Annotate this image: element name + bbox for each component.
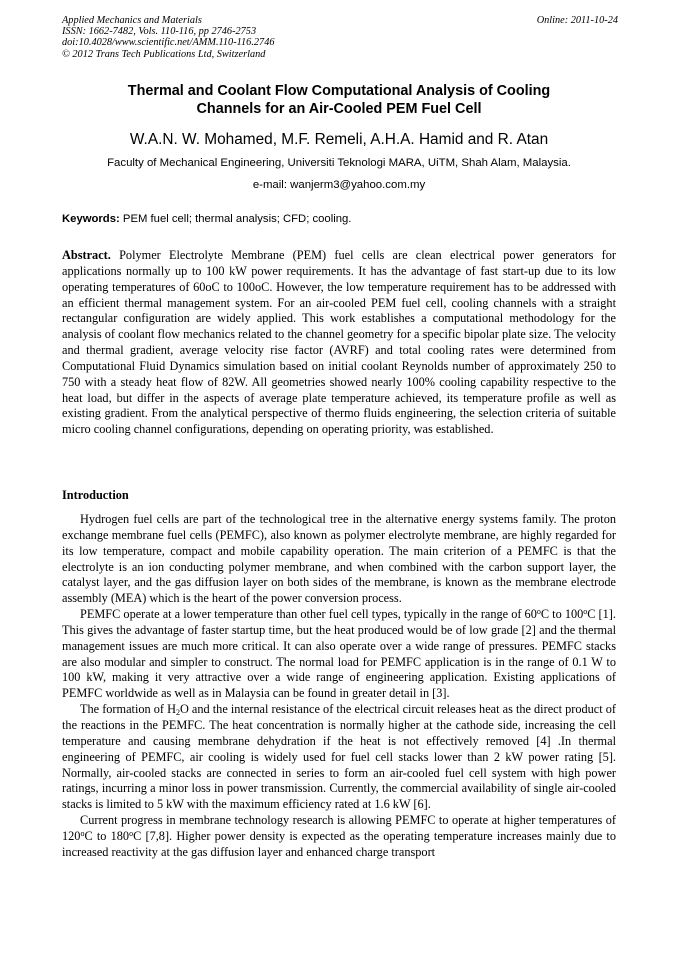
affiliation: Faculty of Mechanical Engineering, Universiti Teknologi MARA, UiTM, Shah Alam, Malaysia. [107,157,571,169]
keywords-text: PEM fuel cell; thermal analysis; CFD; cooling. [119,213,352,225]
abstract-text: Polymer Electrolyte Membrane (PEM) fuel cells are clean electrical power generators for applications normally up to 100 kW power requirements. It has the advantage of fast start-up due to its low operating temperatures of 60oC to 100oC. However, the low temperature requirement has to be addressed with an efficient thermal management system. For an air-cooled PEM fuel cell, cooling channels with a straight rectangular configuration are widely applied. This work establishes a computational methodology for the analysis of coolant flow mechanics related to the channel geometry for a specific bipolar plate size. The velocity and thermal gradient, average velocity rise factor (AVRF) and total cooling rates were determined from Computational Fluid Dynamics simulation based on initial coolant Reynolds number of approximately 250 to 750 with a steady heat flow of 82W. All geometries showed nearly 100% cooling capability respective to the heat load, but differ in the aspects of average plate temperature achieved, its temperature profile as well as existing gradient. From the analytical perspective of thermo fluids engineering, the selection criteria of suitable micro cooling channel configurations, depending on operating priority, was established. [62,248,616,437]
issn-line: ISSN: 1662-7482, Vols. 110-116, pp 2746-2753 [62,26,257,38]
degree-sup: o [80,828,85,838]
copyright-line: © 2012 Trans Tech Publications Ltd, Switzerland [62,48,266,60]
abstract-label: Abstract. [62,248,111,262]
p4-part-c: C [7,8]. Higher power density is expected as the operating temperature increases mainly due to increased reactivity at the gas diffusion layer and enhanced charge transport [62,828,616,859]
degree-sup: o [583,607,588,617]
author-email: e-mail: wanjerm3@yahoo.com.my [252,179,426,191]
p4-part-a: Current progress in membrane technology research is allowing PEMFC to operate at higher temperatures of 120 [62,813,616,843]
paper-title [62,82,616,118]
doi-line: doi:10.4028/www.scientific.net/AMM.110-116.2746 [62,37,275,49]
subscript-2: 2 [175,708,180,718]
p2-part-b: C to 100 [540,607,584,622]
intro-paragraph-4 [62,813,616,861]
journal-header [62,15,618,60]
journal-name: Applied Mechanics and Materials [62,15,202,26]
keywords [62,212,616,226]
degree-sup: o [129,828,134,838]
p3-part-b: O and the internal resistance of the electrical circuit releases heat as the direct product of the reactions in the PEMFC. The heat concentration is normally higher at the cathode side, increasing the cell temperature and causing membrane dehydration if the heat is not effectively removed [4] .In thermal engineering of PEMFC, air cooling is widely used for fuel cell stacks lower than 2 kW power rating [5]. Normally, air-cooled stacks are connected in series to form an air-cooled fuel cell system with high power ratings, incurring a minor loss in power transmission. Currently, the commercial availability of single air-cooled stacks is limited to 5 kW with the maximum efficiency rated at 1.6 kW [6]. [62,702,616,812]
author-list: W.A.N. W. Mohamed, M.F. Remeli, A.H.A. Hamid and R. Atan [129,131,549,148]
intro-paragraph-2 [62,607,616,702]
p3-part-a: The formation of H [80,702,176,717]
online-date: Online: 2011-10-24 [536,15,618,26]
section-heading-introduction: Introduction [62,488,129,502]
title-line-2: Channels for an Air-Cooled PEM Fuel Cell [196,101,482,117]
p2-part-c: C [1]. This gives the advantage of faster startup time, but the heat produced would be of low grade [2] and the thermal management issues are much more critical. It can also operate over a wide range of pressures. PEMFC stacks are also modular and simpler to construct. The normal load for PEMFC application is in the range of 0.1 W to 100 kW, making it very attractive over a wide range of engineering application. Existing applications of PEMFC worldwide as well as in Malaysia can be found in greater detail in [3]. [62,607,616,701]
intro-paragraph-3 [62,702,616,813]
title-line-1: Thermal and Coolant Flow Computational Analysis of Cooling [127,83,551,99]
introduction-body [62,512,616,861]
abstract [62,248,616,438]
keywords-label: Keywords: [62,213,120,225]
intro-paragraph-1: Hydrogen fuel cells are part of the technological tree in the alternative energy systems family. The proton exchange membrane fuel cells (PEMFC), also known as polymer electrolyte membrane, are highly regarded for its low temperature, compact and mobile capability operation. The main criterion of a PEMFC is that the electrolyte is an ion conducting polymer membrane, and when combined with the carbon support layer, the catalyst layer, and the gas diffusion layer on both sides of the membrane, is known as the membrane electrode assembly (MEA) which is the heart of the power conversion process. [62,512,616,606]
degree-sup: o [536,607,541,617]
p4-part-b: C to 180 [84,828,130,843]
p2-part-a: PEMFC operate at a lower temperature than other fuel cell types, typically in the range of 60 [80,607,537,622]
